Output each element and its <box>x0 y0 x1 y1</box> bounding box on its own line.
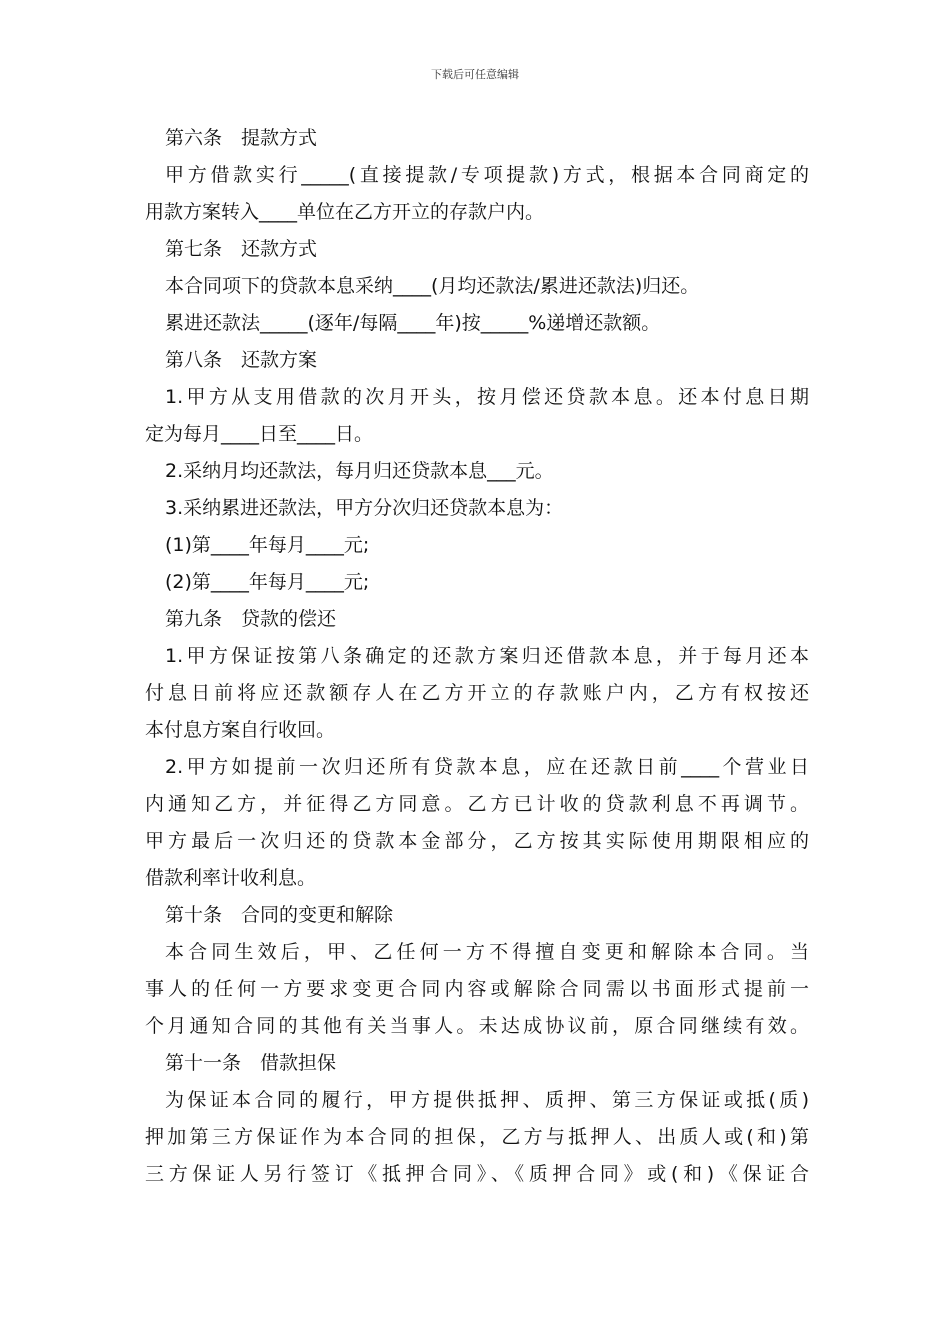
paragraph-line: 本合同生效后，甲、乙任何一方不得擅自变更和解除本合同。当 <box>165 941 809 963</box>
page-header: 下载后可任意编辑 <box>431 68 519 81</box>
paragraph-line: 用款方案转入____单位在乙方开立的存款户内。 <box>145 201 545 223</box>
paragraph-line: 3.采纳累进还款法，甲方分次归还贷款本息为： <box>165 497 564 519</box>
paragraph-line: 2.采纳月均还款法，每月归还贷款本息___元。 <box>165 460 554 482</box>
paragraph-line: 三方保证人另行签订《抵押合同》、《质押合同》或(和)《保证合 <box>145 1163 809 1185</box>
paragraph-line: 本合同项下的贷款本息采纳____(月均还款法/累进还款法)归还。 <box>165 275 700 297</box>
paragraph-line: 甲方借款实行_____(直接提款/专项提款)方式，根据本合同商定的 <box>165 164 809 186</box>
section-heading-10: 第十条 合同的变更和解除 <box>165 904 394 926</box>
paragraph-line: 为保证本合同的履行，甲方提供抵押、质押、第三方保证或抵(质) <box>165 1089 809 1111</box>
section-heading-8: 第八条 还款方案 <box>165 349 318 371</box>
paragraph-line: 甲方最后一次归还的贷款本金部分，乙方按其实际使用期限相应的 <box>145 830 809 852</box>
document-body <box>145 120 809 1193</box>
paragraph-line: 本付息方案自行收回。 <box>145 719 336 741</box>
paragraph-line: 1.甲方从支用借款的次月开头，按月偿还贷款本息。还本付息日期 <box>165 386 809 408</box>
paragraph-line: 个月通知合同的其他有关当事人。未达成协议前，原合同继续有效。 <box>145 1015 809 1037</box>
paragraph-line: (1)第____年每月____元; <box>165 534 370 556</box>
paragraph-line: 借款利率计收利息。 <box>145 867 317 889</box>
paragraph-line: 内通知乙方，并征得乙方同意。乙方已计收的贷款利息不再调节。 <box>145 793 809 815</box>
section-heading-7: 第七条 还款方式 <box>165 238 318 260</box>
paragraph-line: (2)第____年每月____元; <box>165 571 370 593</box>
paragraph-line: 付息日前将应还款额存人在乙方开立的存款账户内，乙方有权按还 <box>145 682 809 704</box>
section-heading-6: 第六条 提款方式 <box>165 127 318 149</box>
paragraph-line: 2.甲方如提前一次归还所有贷款本息，应在还款日前____个营业日 <box>165 756 809 778</box>
paragraph-line: 定为每月____日至____日。 <box>145 423 374 445</box>
paragraph-line: 事人的任何一方要求变更合同内容或解除合同需以书面形式提前一 <box>145 978 809 1000</box>
paragraph-line: 押加第三方保证作为本合同的担保，乙方与抵押人、出质人或(和)第 <box>145 1126 809 1148</box>
paragraph-line: 累进还款法_____(逐年/每隔____年)按_____%递增还款额。 <box>165 312 661 334</box>
paragraph-line: 1.甲方保证按第八条确定的还款方案归还借款本息，并于每月还本 <box>165 645 809 667</box>
section-heading-11: 第十一条 借款担保 <box>165 1052 337 1074</box>
section-heading-9: 第九条 贷款的偿还 <box>165 608 337 630</box>
